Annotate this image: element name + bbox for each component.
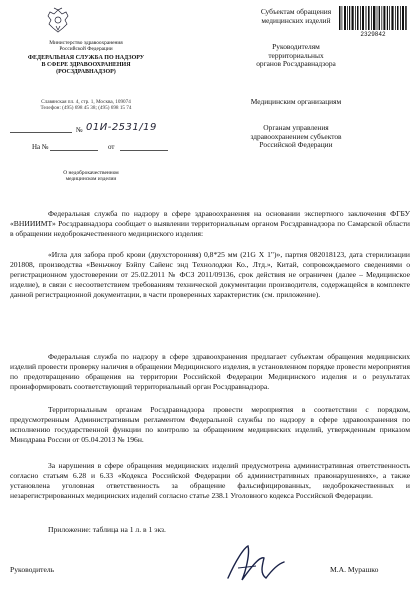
coat-of-arms-emblem — [44, 6, 72, 36]
barcode-number: 2329842 — [360, 31, 386, 38]
addressee-2 — [226, 43, 366, 69]
addressee-1 — [226, 8, 366, 25]
agency-phone: Телефон: (495) 698 45 38; (495) 698 15 74 — [40, 105, 132, 111]
ministry-name-line1: Министерство здравоохранения — [49, 40, 123, 46]
addressee-4-line1: Органам управления — [263, 123, 329, 132]
addressee-3 — [226, 98, 366, 107]
topic-line1: О недоброкачественном — [63, 170, 119, 176]
outgoing-number-label: № — [76, 126, 83, 134]
ministry-name-line2: Российской Федерации — [59, 46, 113, 52]
body-paragraph-5: За нарушения в сфере обращения медицинских изделий предусмотрена административная ответственность согласно статьям 6.28 и 6.33 «Кодекса Российской Федерации об административных правонарушениях», а также установлена уголовная ответственность за обращение фальсифицированных, недоброкачественных и незарегистрированных медицинских изделий согласно статье 238.1 Уголовного кодекса Российской Федерации. — [10, 461, 410, 501]
date-blank — [10, 132, 72, 133]
incoming-number-line — [10, 143, 170, 153]
incoming-date-blank — [120, 150, 168, 151]
outgoing-number-handwritten: 01И-2531/19 — [86, 122, 157, 133]
addressee-1-line1: Субъектам обращения — [260, 7, 332, 16]
addressee-2-line2: территориальных — [268, 50, 324, 60]
addressee-2-line1: Руководителям — [272, 42, 320, 51]
incoming-number-blank — [50, 150, 98, 151]
agency-name-line1: ФЕДЕРАЛЬНАЯ СЛУЖБА ПО НАДЗОРУ — [27, 55, 145, 61]
addressee-3-line1: Медицинским организациям — [250, 97, 342, 106]
attachment-note: Приложение: таблица на 1 л. в 1 экз. — [48, 525, 166, 534]
agency-address: Славянская пл. 4, стр. 1, Москва, 109074 — [41, 99, 131, 105]
topic-line2: медицинском изделии — [65, 176, 117, 183]
addressee-4-line2: здравоохранением субъектов — [250, 131, 342, 141]
outgoing-number-line — [10, 124, 170, 138]
handwritten-signature — [222, 540, 290, 586]
addressee-4-line3: Российской Федерации — [259, 140, 333, 150]
body-paragraph-1: Федеральная служба по надзору в сфере здравоохранения на основании экспертного заключения ФГБУ «ВНИИИМТ» Росздравнадзора сообщает о выявлении территориальным органом Росздравнадзора по Самарской области в обращении недоброкачественного медицинского изделия: — [10, 209, 410, 239]
body-paragraph-4: Территориальным органам Росздравнадзора провести мероприятия в соответствии с порядком, предусмотренным Административным регламентом Федеральной службы по надзору в сфере здравоохранения по исполнению государственной функции по контролю за обращением медицинских изделий, утвержденным приказом Минздрава России от 05.04.2013 № 196н. — [10, 405, 410, 445]
addressee-4 — [226, 124, 366, 150]
signatory-role: Руководитель — [10, 565, 55, 574]
incoming-date-prefix: от — [108, 143, 115, 151]
signatory-name: М.А. Мурашко — [330, 565, 379, 574]
addressee-2-line3: органов Росздравнадзора — [256, 59, 336, 69]
addressee-1-line2: медицинских изделий — [261, 15, 331, 25]
incoming-number-label: На № — [32, 143, 49, 151]
body-paragraph-2: «Игла для забора проб крови (двухсторонняя) 0,8*25 мм (21G X 1")», партия 082018123, дата стерилизации 201808, производства «Веньчжоу Бэйпу Сайенс энд Технолоджи Ко., Лтд.», Китай, сопровождаемого сведениями о регистрационном удостоверении от 25.02.2011 № ФСЗ 2011/09136, срок действия не ограничен (далее – Медицинское изделие), в связи с несоответствием требованиям технической документации производителя, содержащейся в комплекте данной регистрационной документации, в части проверенных характеристик (см. приложение). — [10, 250, 410, 300]
body-paragraph-3: Федеральная служба по надзору в сфере здравоохранения предлагает субъектам обращения медицинских изделий провести проверку наличия в обращении Медицинского изделия, в установленном порядке провести мероприятия по предотвращению обращения на территории Российской Федерации Медицинского изделия и о результатах проинформировать соответствующий территориальный орган Росздравнадзора. — [10, 352, 410, 392]
agency-name-line2: В СФЕРЕ ЗДРАВООХРАНЕНИЯ — [41, 62, 131, 68]
letter-topic — [36, 170, 146, 183]
agency-name-line3: (РОСЗДРАВНАДЗОР) — [56, 69, 116, 75]
